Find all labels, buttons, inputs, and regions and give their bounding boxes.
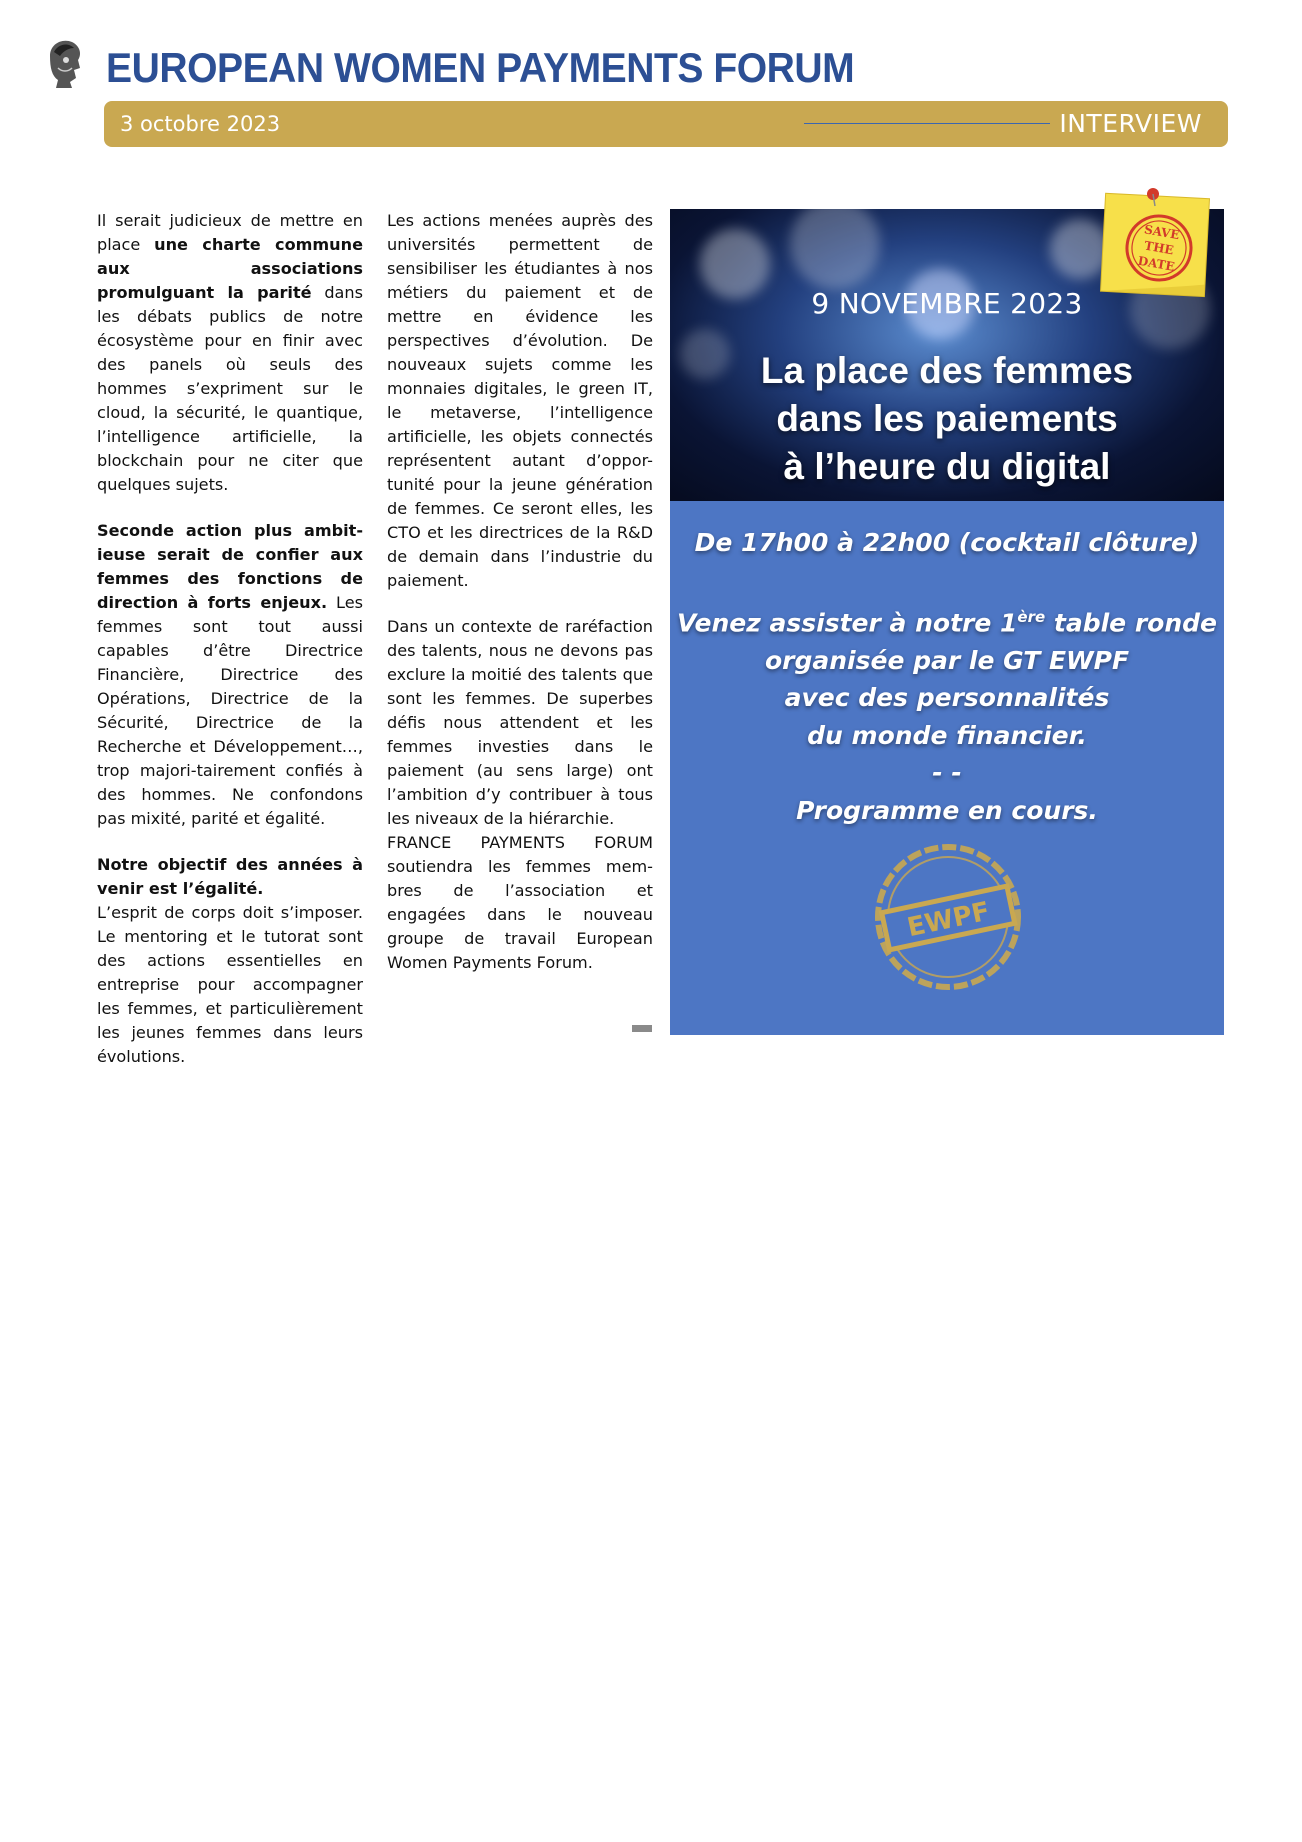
save-the-date-postit-icon [1097, 186, 1215, 304]
article-column-2 [387, 209, 653, 975]
paragraph: Dans un contexte de raréfaction des talents, nous ne devons pas exclure la moitié des talents que sont les femmes. De superbes défis nous attendent et les femmes investies dans le paiement (au sens large) ont l’ambition d’y contribuer à tous les niveaux de la hiérarchie. [387, 617, 653, 828]
paragraph: Les actions menées auprès des universités permettent de sensibiliser les étudiantes à nos métiers du paiement et de mettre en évidence les perspectives d’évolution. De nouveaux sujets comme les monnaies digitales, le green IT, le metaverse, l’intelligence artificielle, les objets connectés représentent autant d’oppor-tunité pour la jeune génération de femmes. Ce seront elles, les CTO et les directrices de la R&D de demain dans l’industrie du paiement. [387, 211, 653, 590]
paragraph: FRANCE PAYMENTS FORUM soutiendra les femmes mem-bres de l’association et engagées dans le nouveau groupe de travail European Women Payments Forum. [387, 833, 653, 972]
svg-text:SAVE: SAVE [1143, 222, 1181, 243]
event-date: 9 NOVEMBRE 2023 [811, 287, 1083, 320]
event-description: Venez assister à notre 1ère table ronde organisée par le GT EWPF avec des personnalités du monde financier. - - Programme en cours. [677, 608, 1217, 825]
masthead-title: EUROPEAN WOMEN PAYMENTS FORUM [106, 44, 855, 91]
stamp-text: EWPF [904, 896, 993, 944]
event-advertisement [670, 209, 1224, 1035]
event-title: La place des femmes dans les paiements à l’heure du digital [760, 350, 1134, 487]
article-column-1 [97, 209, 363, 1069]
svg-text:DATE: DATE [1136, 253, 1176, 274]
svg-text:THE: THE [1143, 238, 1175, 258]
issue-date: 3 octobre 2023 [120, 112, 281, 136]
paragraph: Seconde action plus ambit-ieuse serait de confier aux femmes des fonctions de direction à forts enjeux. Les femmes sont tout aussi capables d’être Directrice Financière, Directrice des Opérations, Directrice de la Sécurité, Directrice de la Recherche et Développement…, trop majori-tairement confiés à des hommes. Ne confondons pas mixité, parité et égalité. [97, 521, 363, 828]
banner-divider [804, 123, 1050, 124]
ewpf-stamp-icon [868, 837, 1028, 997]
paragraph: Il serait judicieux de mettre en place une charte commune aux associations promulguant la parité dans les débats publics de notre écosystème pour en finir avec des panels où seuls des hommes s’expriment sur le cloud, la sécurité, le quantique, l’intelligence artificielle, la blockchain pour ne citer que quelques sujets. [97, 211, 363, 494]
event-time: De 17h00 à 22h00 (cocktail clôture) [694, 528, 1200, 557]
column-end-marker [632, 1025, 652, 1032]
section-label: INTERVIEW [1059, 109, 1202, 138]
paragraph: Notre objectif des années à venir est l’égalité. L’esprit de corps doit s’imposer. Le mentoring et le tutorat sont des actions essentielles en entreprise pour accompagner les femmes, et particulièrement les jeunes femmes dans leurs évolutions. [97, 855, 363, 1066]
logo-icon [44, 38, 84, 88]
header-banner [104, 101, 1228, 147]
event-details [670, 525, 1224, 829]
